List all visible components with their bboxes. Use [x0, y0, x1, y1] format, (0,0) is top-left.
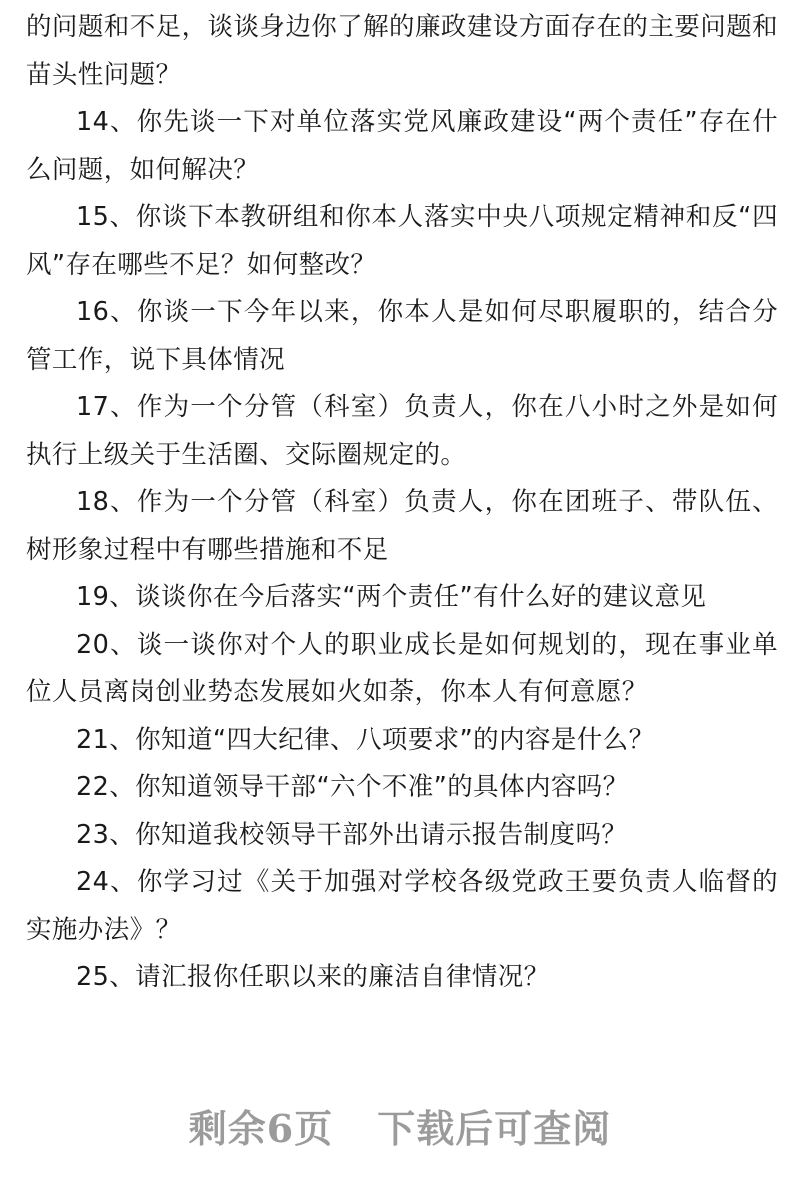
question-20: 20、谈一谈你对个人的职业成长是如何规划的，现在事业单位人员离岗创业势态发展如火如荼，你本人有何意愿？	[26, 629, 778, 707]
question-21: 21、你知道“四大纪律、八项要求”的内容是什么？	[76, 724, 655, 755]
question-15: 15、你谈下本教研组和你本人落实中央八项规定精神和反“四风”存在哪些不足？如何整改？	[26, 202, 778, 280]
question-19: 19、谈谈你在今后落实“两个责任”有什么好的建议意见	[76, 582, 707, 612]
question-17: 17、作为一个分管（科室）负责人，你在八小时之外是如何执行上级关于生活圈、交际圈规定的。	[26, 392, 778, 470]
paragraph-continuation: 的问题和不足，谈谈身边你了解的廉政建设方面存在的主要问题和苗头性问题？	[26, 12, 778, 90]
download-banner[interactable]	[0, 1098, 800, 1153]
question-23: 23、你知道我校领导干部外出请示报告制度吗？	[76, 819, 628, 850]
question-22: 22、你知道领导干部“六个不准”的具体内容吗？	[76, 772, 629, 802]
question-14: 14、你先谈一下对单位落实党风廉政建设“两个责任”存在什么问题，如何解决？	[26, 107, 778, 185]
remaining-pages-label: 剩余6页	[188, 1106, 334, 1151]
document-body	[26, 4, 778, 1002]
download-to-view-label: 下载后可查阅	[377, 1106, 612, 1151]
question-25: 25、请汇报你任职以来的廉洁自律情况？	[76, 962, 550, 992]
question-18: 18、作为一个分管（科室）负责人，你在团班子、带队伍、树形象过程中有哪些措施和不足	[26, 487, 778, 565]
question-24: 24、你学习过《关于加强对学校各级党政王要负责人临督的实施办法》？	[26, 867, 778, 945]
question-16: 16、你谈一下今年以来，你本人是如何尽职履职的，结合分管工作，说下具体情况	[26, 297, 778, 375]
